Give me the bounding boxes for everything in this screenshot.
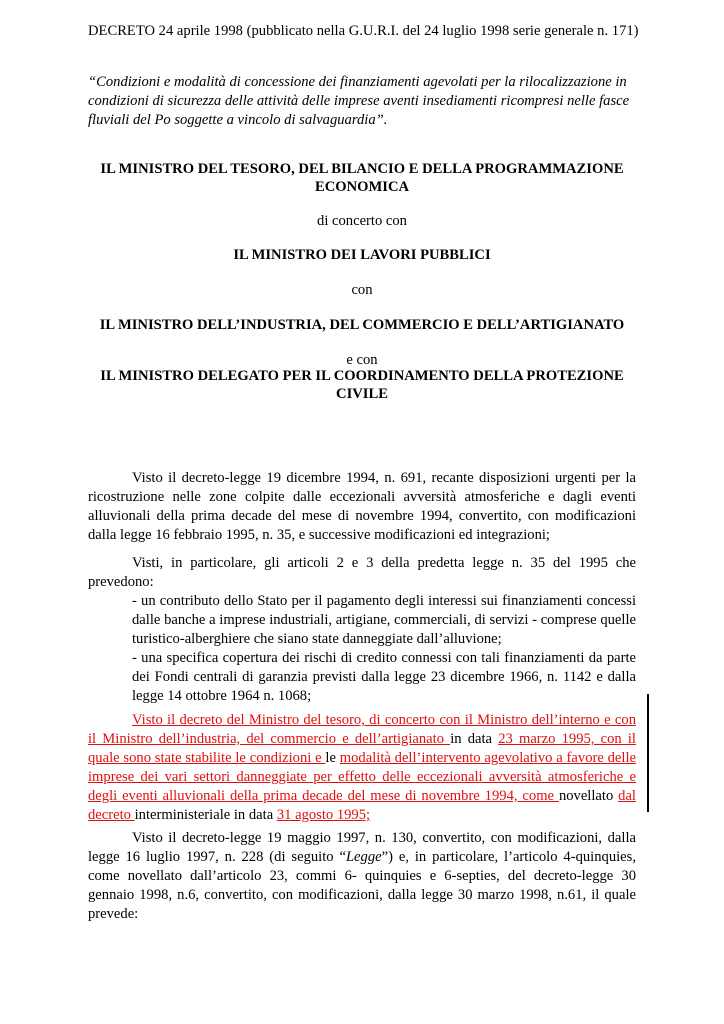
comma: , xyxy=(582,887,587,903)
decree-subtitle: “Condizioni e modalità di concessione dei finanziamenti agevolati per la rilocalizzazione in condizioni di sicurezza delle attività delle imprese aventi insediamenti ricompresi nelle fasce fluviali del Po soggette a vincolo di salvaguardia”. xyxy=(88,74,630,128)
minister-treasury: IL MINISTRO DEL TESORO, DEL BILANCIO E DELLA PROGRAMMAZIONE ECONOMICA xyxy=(100,161,624,195)
paragraph-text: Visto il decreto-legge 19 dicembre 1994, n. 691, recante disposizioni urgenti per la ricostruzione nelle zone colpite dalle eccezionali avversità atmosferiche e dagli eventi alluvionali della prima decade del mese di novembre 1994, convertito, con modificazioni dalla legge 16 febbraio 1995, n. 35, e successive modificazioni ed integrazioni; xyxy=(88,470,636,543)
plain-text: interministeriale in data xyxy=(134,807,277,823)
minister-public-works: IL MINISTRO DEI LAVORI PUBBLICI xyxy=(233,247,491,263)
paragraph-visto-1994 xyxy=(88,469,636,545)
inserted-text: Visto il decreto del Ministro del tesoro, di concerto con il Ministro dell’interno e con il Ministro dell’industria, del commercio e dell’artigianato xyxy=(88,712,636,747)
paragraph-text: ”) e, in particolare, l’articolo 4-quinquies, come novellato dall’articolo 23, commi 6- quinquies e 6-septies, del decreto-legge 30 gennaio 1998, n.6, convertito, con modificazioni, dalla legge 30 marzo 1998, n.61 xyxy=(88,849,636,903)
minister-civil-protection: IL MINISTRO DELEGATO PER IL COORDINAMENTO DELLA PROTEZIONE CIVILE xyxy=(100,368,624,402)
legge-term: Legge xyxy=(345,849,382,865)
paragraph-text: il quale prevede: xyxy=(88,887,636,922)
list-item: - una specifica copertura dei rischi di credito connessi con tali finanziamenti da parte dei Fondi centrali di garanzia previsti dalla legge 23 dicembre 1966, n. 1142 e dalla legge 14 ottobre 1964 n. 1068; xyxy=(132,650,636,704)
paragraph-visti-articoli xyxy=(88,554,636,706)
inserted-text: 23 marzo 1995, con il quale sono state stabilite le condizioni e xyxy=(88,731,636,766)
paragraph-amended-decree xyxy=(88,711,636,825)
paragraph-text: Visto il decreto-legge 19 maggio 1997, n. 130, convertito, con modificazioni, dalla legge 16 luglio 1997, n. 228 (di seguito “ xyxy=(88,830,636,865)
paragraph-visto-1997 xyxy=(88,829,636,924)
list-item: - un contributo dello Stato per il pagamento degli interessi sui finanziamenti concessi dalle banche a imprese industriali, artigiane, commerciali, di servizi - comprese quelle turistico-alberghiere che siano state danneggiate dall’alluvione; xyxy=(132,593,636,647)
revision-change-bar xyxy=(647,694,649,812)
inserted-text: dal decreto xyxy=(88,788,636,823)
paragraph-intro: Visti, in particolare, gli articoli 2 e 3 della predetta legge n. 35 del 1995 che prevedono: xyxy=(88,555,636,590)
conjunction-3: e con xyxy=(346,352,378,368)
inserted-text: 31 agosto 1995; xyxy=(276,807,371,823)
inserted-text: modalità dell’intervento agevolativo a favore delle imprese dei vari settori danneggiate per effetto delle eccezionali avversità atmosferiche e degli eventi alluvionali della prima decade del mese di novembre 1994, come xyxy=(88,750,637,804)
plain-text: in data xyxy=(450,731,499,747)
conjunction-2: con xyxy=(351,282,373,298)
minister-industry: IL MINISTRO DELL’INDUSTRIA, DEL COMMERCIO E DELL’ARTIGIANATO xyxy=(99,317,625,333)
decree-header: DECRETO 24 aprile 1998 (pubblicato nella G.U.R.I. del 24 luglio 1998 serie generale n. 171) xyxy=(88,23,639,39)
plain-text: novellato xyxy=(558,788,619,804)
plain-text: le xyxy=(325,750,340,766)
conjunction-1: di concerto con xyxy=(317,213,407,229)
